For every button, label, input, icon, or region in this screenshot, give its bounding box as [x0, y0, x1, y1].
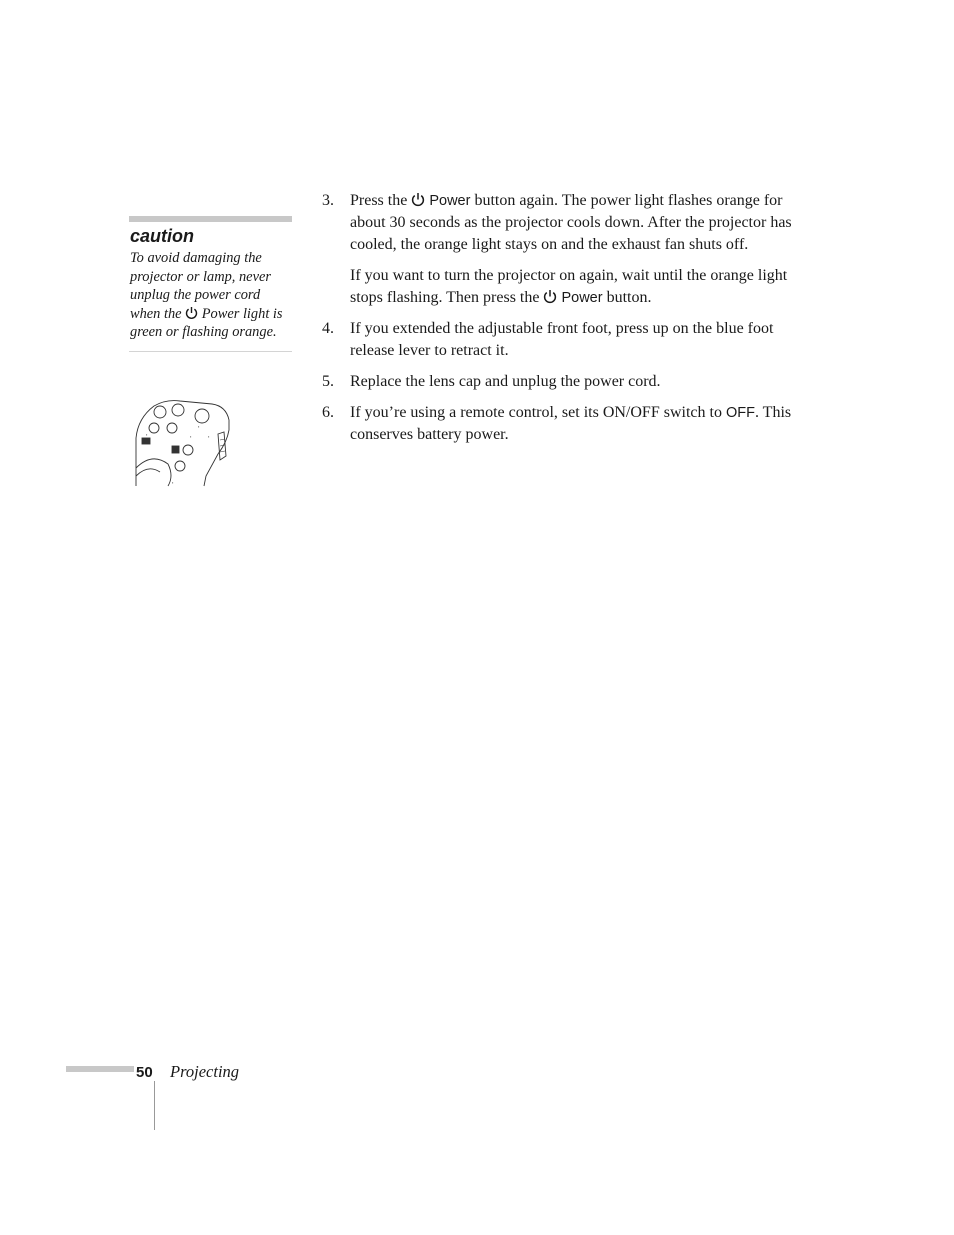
step-number: 3.	[322, 192, 334, 209]
step-3	[322, 190, 792, 309]
caution-text-after: Power light is green or flashing orange.	[130, 305, 283, 340]
step-text: If you extended the adjustable front foot, press up on the blue foot release lever to retract it.	[350, 320, 774, 359]
caution-title: caution	[130, 226, 195, 246]
section-name: Projecting	[170, 1062, 240, 1081]
step-text-post: . This conserves battery power.	[350, 404, 792, 443]
step-follow-text	[350, 265, 792, 309]
step-text	[350, 190, 792, 256]
step-number: 5.	[322, 373, 334, 390]
caution-text-before: To avoid damaging the projector or lamp, never unplug the power cord when the	[130, 250, 271, 322]
step-text: Replace the lens cap and unplug the power cord.	[350, 373, 661, 390]
caution-text	[130, 249, 292, 342]
step-text	[350, 402, 792, 446]
step-text-pre: If you’re using a remote control, set its ON/OFF switch to	[350, 404, 726, 421]
remote-control-illustration	[132, 398, 232, 488]
step-follow-pre: If you want to turn the projector on again, wait until the orange light stops flashing. Then press the	[350, 267, 788, 306]
power-key-label: Power	[429, 193, 471, 209]
svg-text:▪: ▪	[208, 434, 210, 439]
step-number: 4.	[322, 320, 334, 337]
off-key-label: OFF	[725, 405, 755, 421]
step-follow-post: button.	[602, 289, 652, 306]
caution-bottom-rule	[129, 351, 292, 352]
caution-box	[129, 216, 292, 352]
svg-text:▪: ▪	[198, 424, 200, 429]
step-number: 6.	[322, 404, 334, 421]
svg-text:▪: ▪	[146, 432, 148, 437]
step-text-post: button again. The power light flashes orange for about 30 seconds as the projector cools down. After the projector has cooled, the orange light stays on and the exhaust fan shuts off.	[350, 192, 792, 253]
svg-text:▪: ▪	[190, 434, 192, 439]
power-icon	[543, 289, 557, 304]
page-number: 50	[136, 1064, 153, 1081]
step-4	[322, 318, 792, 362]
step-text-pre: Press the	[350, 192, 412, 209]
power-key-label: Power	[561, 290, 603, 306]
steps-list	[322, 190, 792, 455]
step-5	[322, 371, 792, 393]
caution-top-rule	[129, 216, 292, 222]
power-icon	[185, 306, 198, 320]
step-6	[322, 402, 792, 446]
power-icon	[411, 192, 425, 207]
svg-text:▪: ▪	[172, 480, 174, 485]
